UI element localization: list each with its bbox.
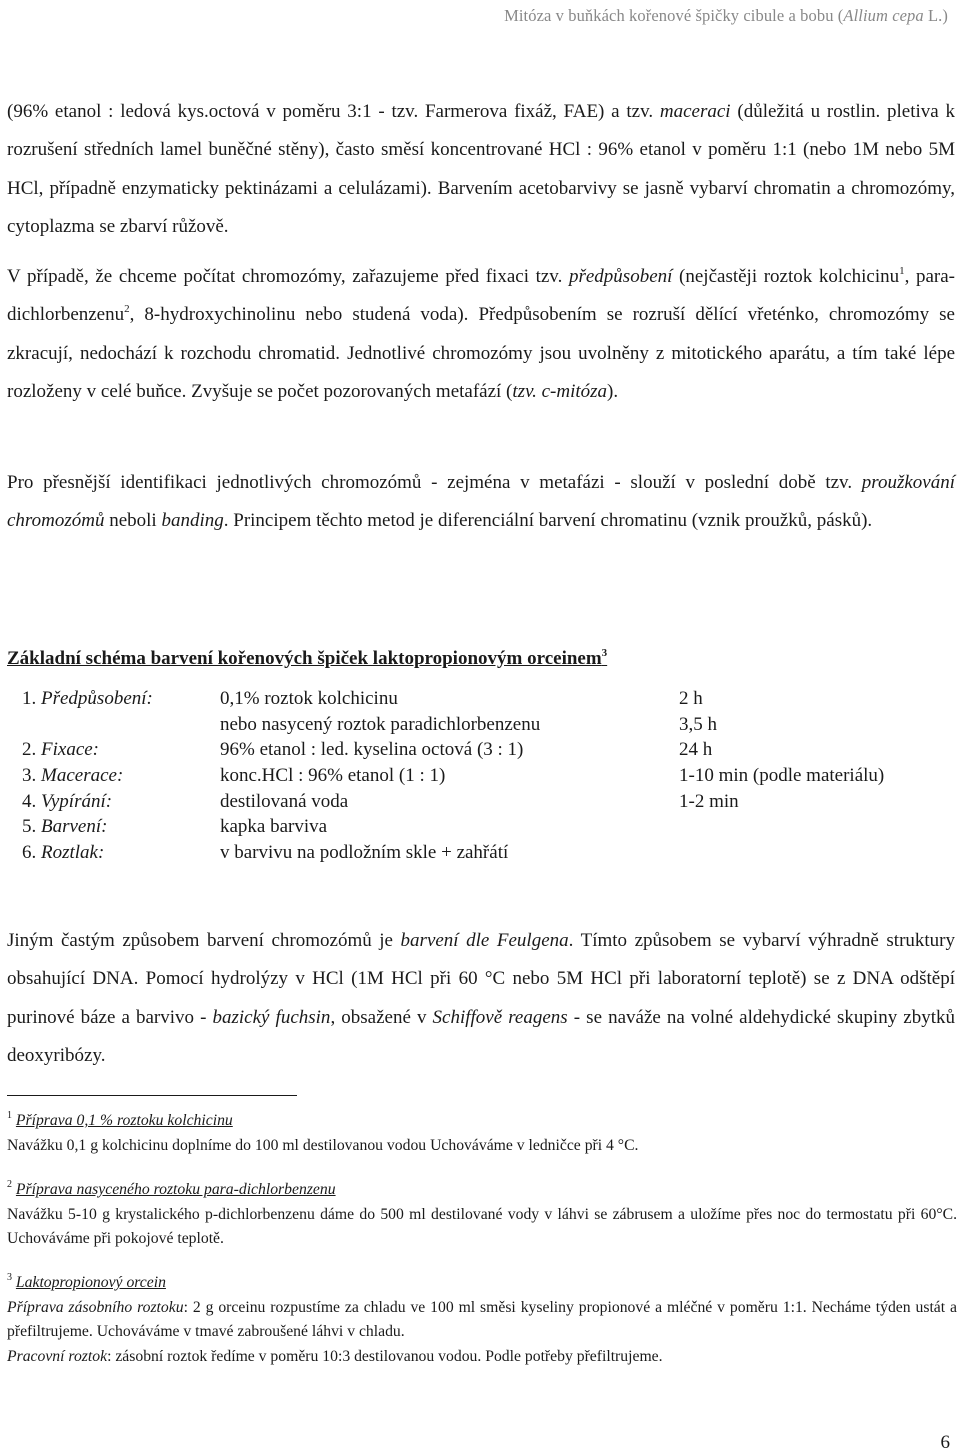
para2-term-cmitoza: tzv. c-mitóza [512,381,608,403]
para2-text-4: , 8-hydroxychinolinu nebo studená voda). Předpůsobením se rozruší dělící vřeténko, chromozómy se zkracují, nedochází k rozchodu chromatid. Jednotlivé chromozómy jsou uvolněny z mitotického aparátu, a tím také lépe rozloženy v celé buňce. Zvyšuje se počet pozorovaných metafází ( [7,304,955,403]
footnote-3-stock-text: : 2 g orceinu rozpustíme za chladu ve 100 ml směsi kyseliny propionové a mléčné v poměru 1:1. Necháme týden ustát a přefiltrujeme. Uchováváme v tmavé zabroušené láhvi v chladu. [7,1298,958,1340]
page-number: 6 [940,1432,950,1453]
scheme-reagent: 0,1% roztok kolchicinu [220,688,398,709]
scheme-step [22,688,153,710]
footnote-2 [7,1178,957,1252]
footnote-3-heading [7,1271,957,1296]
scheme-row [22,688,942,714]
footnote-3 [7,1271,957,1369]
paragraph-banding [7,464,955,541]
header-text: Mitóza v buňkách kořenové špičky cibule a bobu ( [504,6,844,25]
paragraph-feulgen [7,922,955,1076]
para3-text-1: Pro přesnější identifikaci jednotlivých chromozómů - zejména v metafázi - slouží v poslední době tzv. [7,472,862,493]
scheme-row [22,714,942,740]
scheme-reagent: destilovaná voda [220,790,349,812]
footnote-3-stock-label: Příprava zásobního roztoku [7,1298,184,1316]
scheme-step-name: Barvení: [41,816,108,838]
footnote-1-title: Příprava 0,1 % roztoku kolchicinu [15,1112,233,1129]
footnote-2-heading [7,1178,957,1203]
footnote-1-text: Navážku 0,1 g kolchicinu doplníme do 100 ml destilovanou vodou Uchováváme v ledničce při 4 °C. [7,1136,639,1154]
para4-term-feulgen: barvení dle Feulgena [400,930,569,951]
scheme-reagent: kapka barviva [220,816,328,838]
scheme-step-name: Vypírání: [41,790,113,812]
para3-text-3: . Principem těchto metod je diferenciální barvení chromatinu (vznik proužků, pásků). [223,510,873,532]
scheme-title [7,648,607,670]
scheme-time: 2 h [679,688,703,709]
para2-text-3: , para-dichlorbenzenu [7,266,956,326]
scheme-step-number: 2. [22,739,41,761]
scheme-step-number: 4. [22,790,41,812]
para1-text-2: (důležitá u rostlin. pletiva k rozrušení středních lamel buněčné stěny), často směsí koncentrované HCl : 96% etanol v poměru 1:1 (nebo 1M nebo 5M HCl, případně enzymaticky pektinázami a celulázami). Barvením acetobarvivy se jasně vybarví chromatin a chromozómy, cytoplazma se zbarví růžově. [7,101,955,238]
scheme-step-number: 1. [22,688,41,709]
scheme-reagent: v barvivu na podložním skle + zahřátí [220,842,509,864]
scheme-row [22,842,942,868]
scheme-reagent: nebo nasycený roztok paradichlorbenzenu [220,713,541,735]
para2-term-predpusobeni: předpůsobení [568,266,673,287]
scheme-step [22,739,99,761]
para4-term-schiff: Schiffově reagens [432,1006,568,1028]
footnote-2-number: 2 [7,1179,12,1190]
scheme-time: 3,5 h [679,713,717,735]
scheme-step [22,816,107,838]
footnote-1-number: 1 [7,1110,12,1121]
scheme-step [22,791,112,813]
scheme-step-name: Macerace: [41,765,124,787]
scheme-time: 24 h [679,739,713,761]
footnote-1 [7,1109,957,1158]
para2-text-2: (nejčastěji roztok kolchicinu [672,266,900,287]
footnote-3-title: Laktopropionový orcein [15,1274,166,1291]
scheme-reagent: konc.HCl : 96% etanol (1 : 1) [220,765,446,787]
para4-term-fuchsin: bazický fuchsin [212,1006,331,1028]
footnote-ref-1: 1 [899,265,905,277]
para2-text-5: ). [607,381,619,403]
scheme-step-number: 5. [22,816,41,838]
scheme-row [22,765,942,791]
para4-text-3: , obsažené v [330,1006,433,1028]
footnote-2-title: Příprava nasyceného roztoku para-dichlorbenzenu [15,1181,336,1198]
paragraph-pretreatment [7,258,955,412]
scheme-title-text: Základní schéma barvení kořenových špiček laktopropionovým orceinem [7,648,602,669]
footnote-ref-2: 2 [124,303,130,316]
para3-term-prouzkovani: proužkování chromozómů [7,472,955,532]
scheme-reagent: 96% etanol : led. kyselina octová (3 : 1) [220,739,524,761]
scheme-row [22,739,942,765]
header-tail: L.) [923,6,948,25]
footnote-divider [7,1095,297,1096]
footnote-3-stock-solution [7,1296,957,1345]
scheme-time: 1-10 min (podle materiálu) [679,765,885,787]
para2-text-1: V případě, že chceme počítat chromozómy, zařazujeme před fixaci tzv. [7,266,569,287]
running-header [504,6,948,26]
scheme-step [22,842,104,864]
para3-term-banding: banding [161,510,224,532]
footnote-3-working-text: : zásobní roztok ředíme v poměru 10:3 destilovanou vodou. Podle potřeby přefiltrujeme. [107,1347,663,1365]
scheme-time: 1-2 min [679,790,739,812]
header-species: Allium cepa [843,6,924,25]
scheme-step-name: Předpůsobení: [41,688,153,709]
scheme-row [22,791,942,817]
para4-text-4: - se naváže na volné aldehydické skupiny zbytků deoxyribózy. [7,1006,955,1067]
para1-term-maceraci: maceraci [659,101,731,122]
para4-text-2: . Tímto způsobem se vybarví výhradně struktury obsahující DNA. Pomocí hydrolýzy v HCl (1M HCl při 60 °C nebo 5M HCl při laboratorní teplotě) se z DNA odštěpí purinové báze a barvivo - [7,930,955,1028]
footnote-3-working-label: Pracovní roztok [7,1347,108,1365]
footnote-2-text: Navážku 5-10 g krystalického p-dichlorbenzenu dáme do 500 ml destilované vody v láhvi se zábrusem a uložíme přes noc do termostatu při 60°C. Uchováváme při pokojové teplotě. [7,1205,957,1247]
paragraph-fixation [7,93,955,247]
scheme-step-number: 3. [22,765,41,787]
scheme-step-name: Fixace: [41,739,100,761]
para4-text-1: Jiným častým způsobem barvení chromozómů je [7,930,401,951]
scheme-step-number: 6. [22,842,41,864]
scheme-row [22,816,942,842]
footnote-1-heading [7,1109,957,1134]
para3-text-2: neboli [104,510,162,532]
scheme-step-name: Roztlak: [41,842,105,864]
scheme-step [22,765,123,787]
footnote-3-working-solution [7,1345,957,1370]
para1-text-1: (96% etanol : ledová kys.octová v poměru 3:1 - tzv. Farmerova fixáž, FAE) a tzv. [7,101,660,122]
footnote-ref-3: 3 [601,647,608,659]
staining-scheme-table [22,688,942,868]
footnote-3-number: 3 [7,1272,12,1283]
